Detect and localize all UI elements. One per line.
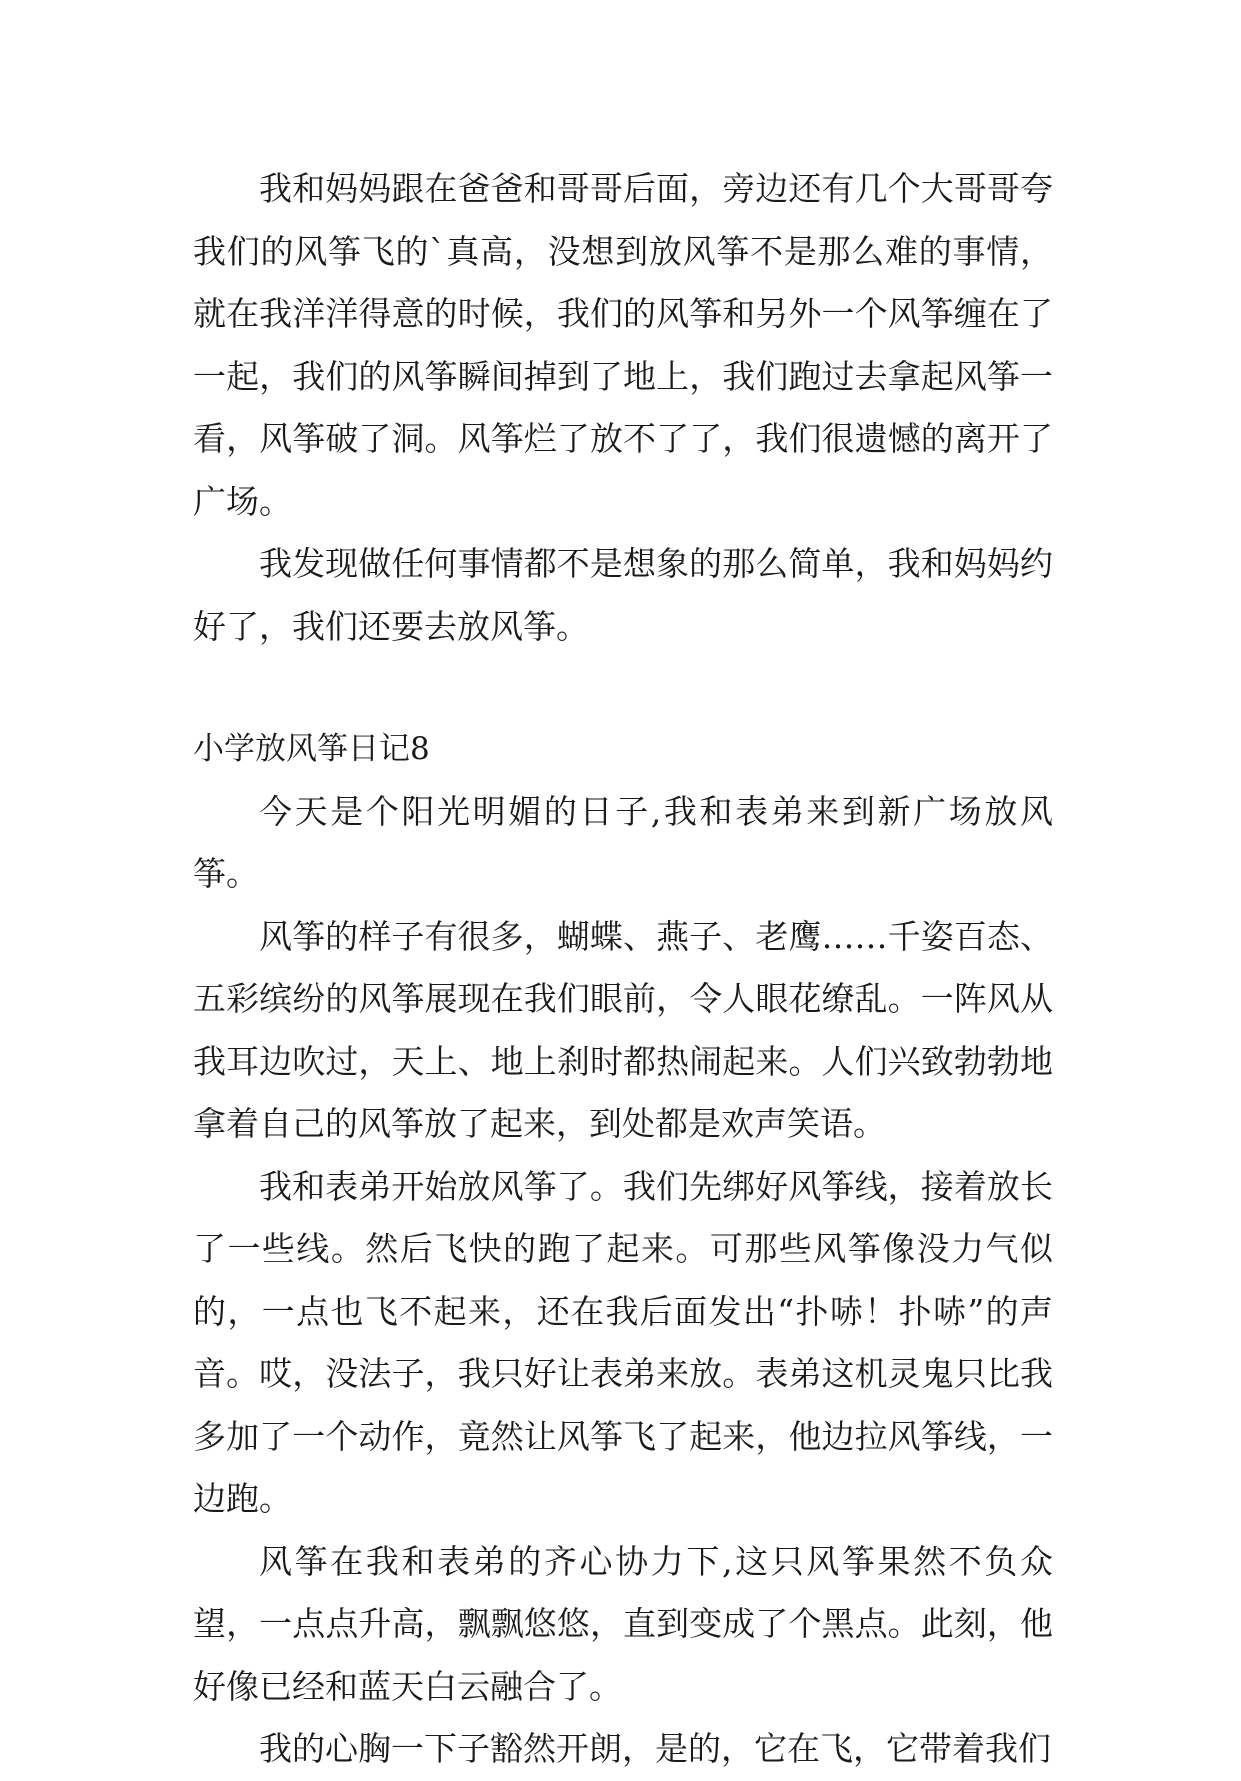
paragraph: 我和妈妈跟在爸爸和哥哥后面，旁边还有几个大哥哥夸我们的风筝飞的`真高，没想到放风筝不是那么难的事情，就在我洋洋得意的时候，我们的风筝和另外一个风筝缠在了一起，我们的风筝瞬间掉到了地上，我们跑过去拿起风筝一看，风筝破了洞。风筝烂了放不了了，我们很遗憾的离开了广场。 <box>193 169 1053 521</box>
section-title: 小学放风筝日记8 <box>193 731 430 767</box>
paragraph: 今天是个阳光明媚的日子,我和表弟来到新广场放风筝。 <box>193 791 1053 893</box>
paragraph: 风筝的样子有很多，蝴蝶、燕子、老鹰……千姿百态、五彩缤纷的风筝展现在我们眼前，令人眼花缭乱。一阵风从我耳边吹过，天上、地上刹时都热闹起来。人们兴致勃勃地拿着自己的风筝放了起来，到处都是欢声笑语。 <box>193 916 1053 1143</box>
paragraph: 我的心胸一下子豁然开朗，是的，它在飞，它带着我们 <box>259 1729 1051 1768</box>
paragraph: 我发现做任何事情都不是想象的那么简单，我和妈妈约好了，我们还要去放风筝。 <box>193 544 1053 646</box>
section-spacer <box>193 658 1053 718</box>
document-body <box>193 158 1053 1781</box>
paragraph: 风筝在我和表弟的齐心协力下,这只风筝果然不负众望，一点点升高，飘飘悠悠，直到变成了个黑点。此刻，他好像已经和蓝天白云融合了。 <box>193 1541 1053 1706</box>
paragraph: 我和表弟开始放风筝了。我们先绑好风筝线，接着放长了一些线。然后飞快的跑了起来。可那些风筝像没力气似的，一点也飞不起来，还在我后面发出“扑哧！扑哧”的声音。哎，没法子，我只好让表弟来放。表弟这机灵鬼只比我多加了一个动作，竟然让风筝飞了起来，他边拉风筝线，一边跑。 <box>193 1166 1053 1518</box>
